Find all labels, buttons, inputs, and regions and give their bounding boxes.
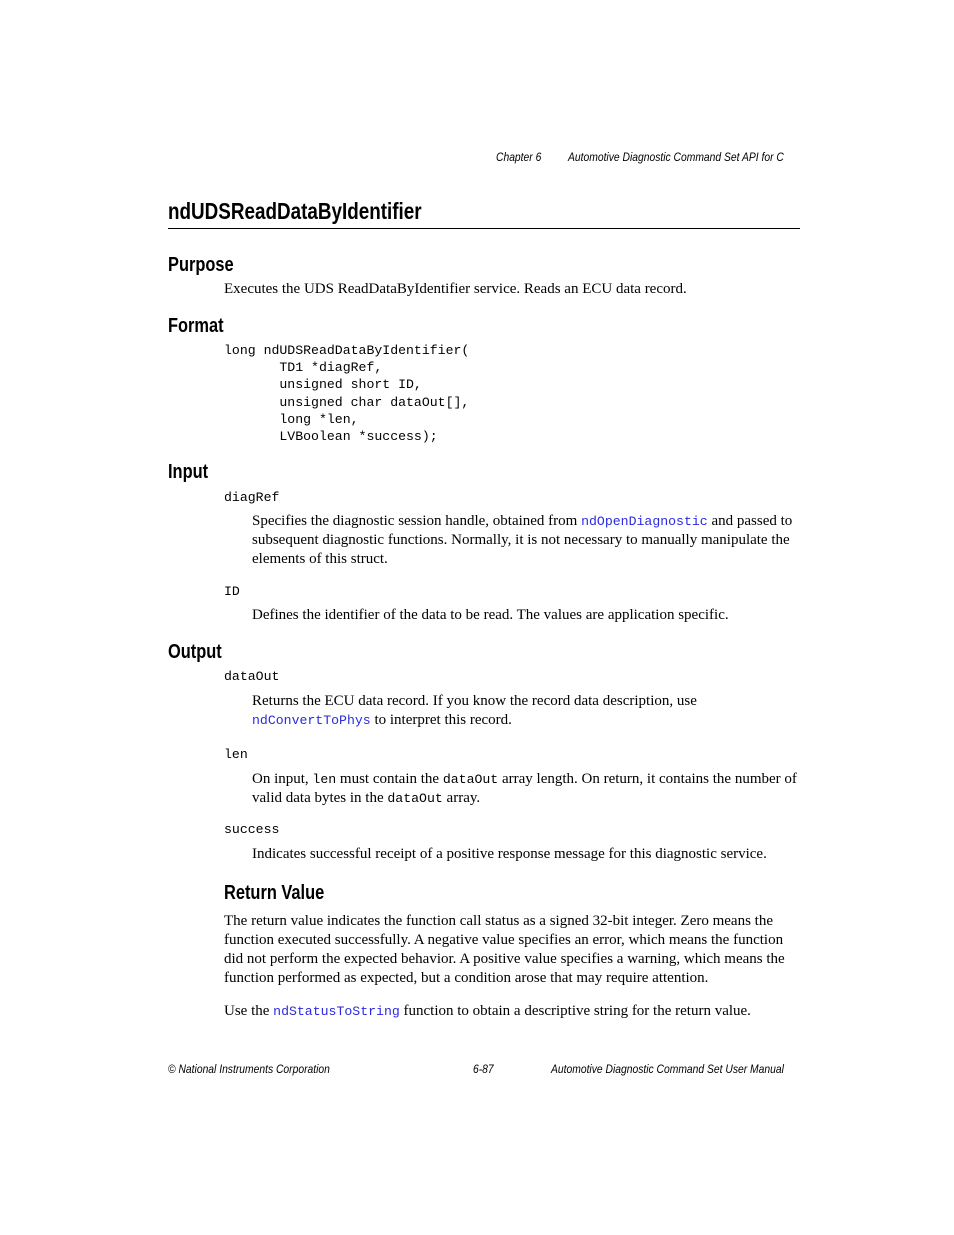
desc-text: array length. On return, it contains the number of valid data bytes in the <box>252 771 797 806</box>
param-name-len: len <box>224 747 248 762</box>
param-desc-id: Defines the identifier of the data to be read. The values are application specific. <box>252 607 729 623</box>
param-name-dataout: dataOut <box>224 669 280 684</box>
input-heading: Input <box>168 461 209 483</box>
code-line: unsigned char dataOut[], <box>224 394 470 410</box>
inline-code-dataout: dataOut <box>442 772 499 787</box>
inline-code-len: len <box>312 772 337 787</box>
param-name-success: success <box>224 822 280 837</box>
param-name-diagref: diagRef <box>224 490 280 505</box>
header-title: Automotive Diagnostic Command Set API for C <box>568 150 784 164</box>
purpose-text: Executes the UDS ReadDataByIdentifier service. Reads an ECU data record. <box>224 281 687 297</box>
desc-text: Returns the ECU data record. If you know the record data description, use <box>252 693 697 709</box>
desc-text: must contain the <box>336 771 443 787</box>
header-chapter: Chapter 6 <box>496 150 542 164</box>
code-line: long ndUDSReadDataByIdentifier( <box>224 343 470 358</box>
link-ndstatustostring[interactable]: ndStatusToString <box>273 1004 400 1019</box>
param-name-id: ID <box>224 584 240 599</box>
param-desc-len <box>252 770 800 808</box>
code-line: TD1 *diagRef, <box>224 360 383 376</box>
link-ndopendiagnostic[interactable]: ndOpenDiagnostic <box>581 514 708 529</box>
param-desc-dataout <box>252 692 800 730</box>
footer-manual-title: Automotive Diagnostic Command Set User Manual <box>551 1062 784 1076</box>
desc-text: and passed to subsequent diagnostic functions. Normally, it is not necessary to manually manipulate the elements of this struct. <box>252 513 793 567</box>
page-title: ndUDSReadDataByIdentifier <box>168 198 422 224</box>
purpose-heading: Purpose <box>168 254 234 276</box>
code-line: LVBoolean *success); <box>224 429 438 445</box>
param-desc-diagref <box>252 512 800 569</box>
footer-page-number: 6-87 <box>473 1062 494 1076</box>
code-line: unsigned short ID, <box>224 377 422 393</box>
desc-text: Specifies the diagnostic session handle, obtained from <box>252 513 582 529</box>
return-value-para1: The return value indicates the function call status as a signed 32-bit integer. Zero means the function executed successfully. A negative value specifies an error, which means the function did not perform the expected behavior. A positive value specifies a warning, which means the function performed as expected, but a condition arose that may require attention. <box>224 913 785 986</box>
footer-copyright: © National Instruments Corporation <box>168 1062 330 1076</box>
desc-text: On input, <box>252 771 313 787</box>
title-rule <box>168 228 800 229</box>
param-desc-success: Indicates successful receipt of a positive response message for this diagnostic service. <box>252 846 767 862</box>
return-value-heading: Return Value <box>224 882 325 904</box>
code-line: long *len, <box>224 411 359 427</box>
link-ndconverttophys[interactable]: ndConvertToPhys <box>252 713 371 728</box>
desc-text: array. <box>442 790 481 806</box>
desc-text: to interpret this record. <box>370 712 512 728</box>
output-heading: Output <box>168 641 222 663</box>
inline-code-dataout: dataOut <box>387 791 443 806</box>
para-text: function to obtain a descriptive string for the return value. <box>399 1003 751 1019</box>
format-heading: Format <box>168 315 224 337</box>
return-value-para2 <box>224 1002 800 1021</box>
format-code-block <box>224 342 469 445</box>
para-text: Use the <box>224 1003 274 1019</box>
